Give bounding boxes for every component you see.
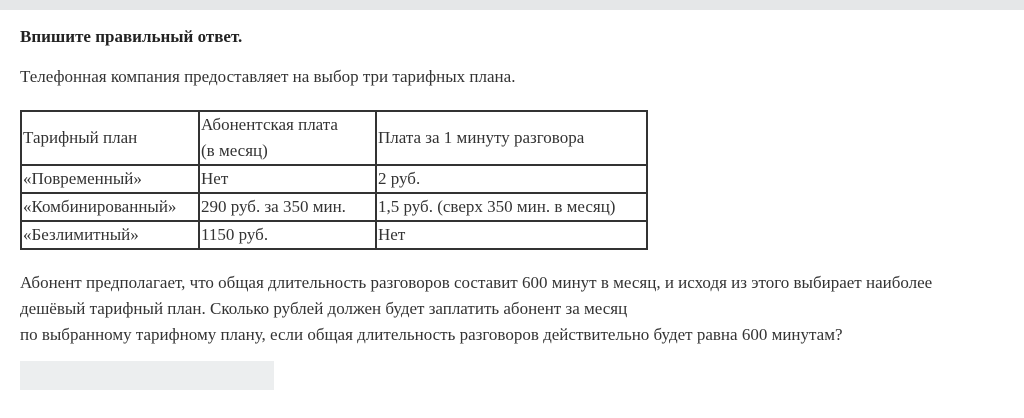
answer-input[interactable] (20, 361, 274, 390)
cell-plan: «Комбинированный» (21, 193, 199, 221)
cell-subscription: Нет (199, 165, 376, 193)
task-question (20, 270, 1010, 348)
question-line-3: по выбранному тарифному плану, если общая длительность разговоров действительно будет равна 600 минутам? (20, 325, 843, 344)
header-subscription-line1: Абонентская плата (201, 115, 338, 134)
task-intro: Телефонная компания предоставляет на выбор три тарифных плана. (20, 67, 516, 86)
table-row (21, 165, 647, 193)
task-instruction: Впишите правильный ответ. (20, 27, 243, 46)
cell-per-minute: 2 руб. (376, 165, 647, 193)
top-bar (0, 0, 1024, 10)
question-line-1: Абонент предполагает, что общая длительность разговоров составит 600 минут в месяц, и исходя из этого выбирает наиболее (20, 273, 933, 292)
table-row (21, 221, 647, 249)
table-row (21, 193, 647, 221)
header-per-minute: Плата за 1 минуту разговора (376, 111, 647, 165)
task-content (20, 22, 1010, 348)
cell-plan: «Повременный» (21, 165, 199, 193)
question-line-2: дешёвый тарифный план. Сколько рублей должен будет заплатить абонент за месяц (20, 299, 628, 318)
cell-plan: «Безлимитный» (21, 221, 199, 249)
cell-subscription: 1150 руб. (199, 221, 376, 249)
cell-per-minute: Нет (376, 221, 647, 249)
header-subscription-line2: (в месяц) (201, 141, 268, 160)
table-header-row (21, 111, 647, 165)
cell-subscription: 290 руб. за 350 мин. (199, 193, 376, 221)
header-plan: Тарифный план (21, 111, 199, 165)
cell-per-minute: 1,5 руб. (сверх 350 мин. в месяц) (376, 193, 647, 221)
header-subscription (199, 111, 376, 165)
tariff-table (20, 110, 648, 250)
